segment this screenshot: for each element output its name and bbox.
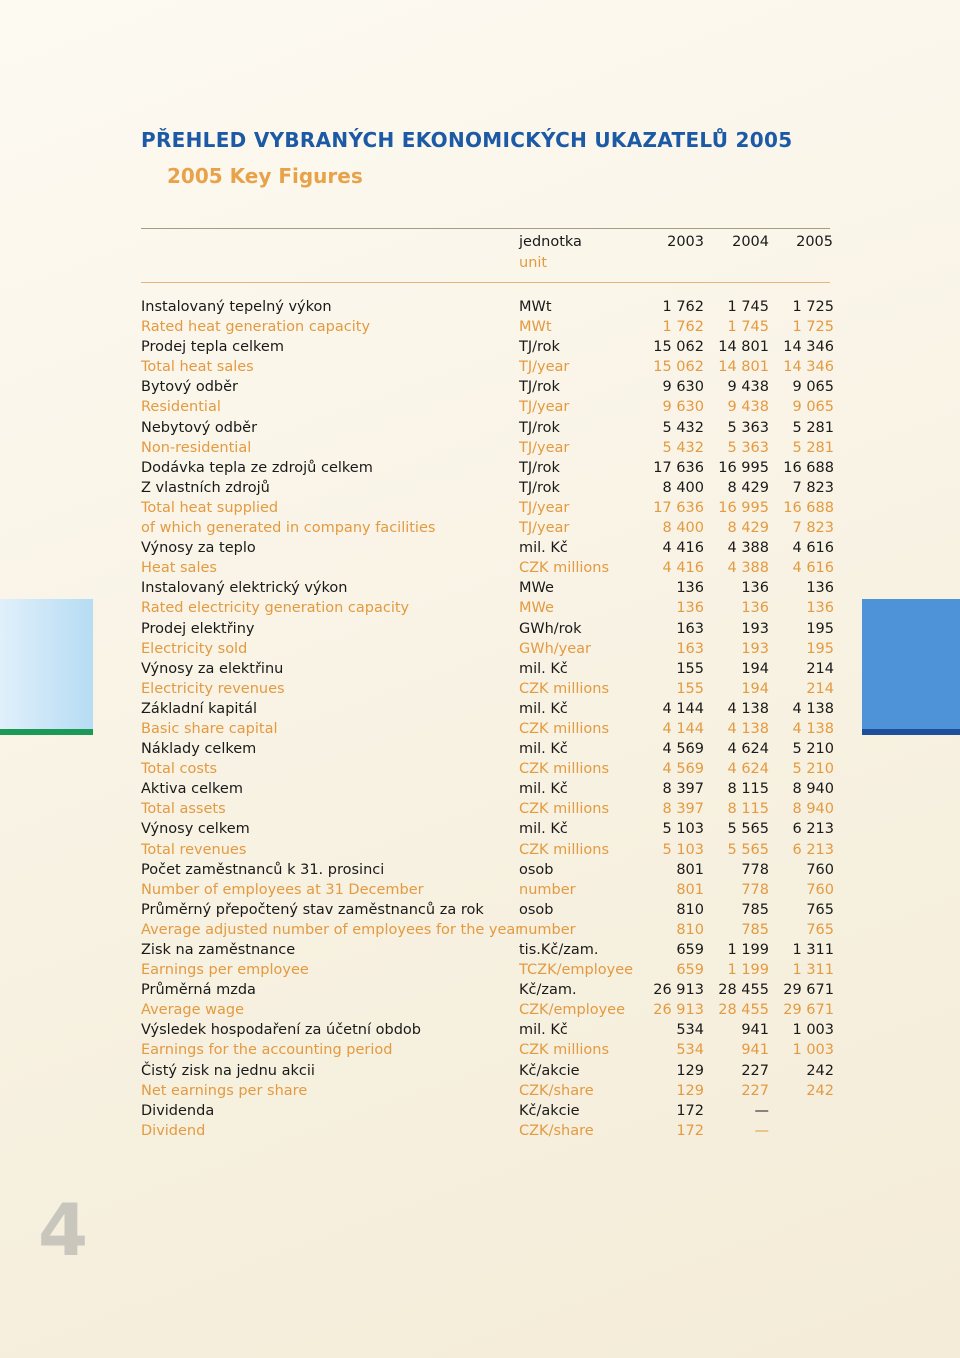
row-unit: Kč/akcie bbox=[519, 1102, 580, 1119]
value-2005: 1 003 bbox=[792, 1042, 834, 1059]
table-row bbox=[141, 578, 835, 598]
value-2004: 1 745 bbox=[727, 299, 769, 315]
value-2004: 941 bbox=[741, 1022, 769, 1039]
table-row bbox=[141, 679, 835, 699]
value-2004: 136 bbox=[741, 580, 769, 597]
value-2004: 28 455 bbox=[718, 982, 769, 999]
row-unit: GWh/year bbox=[519, 640, 591, 657]
row-label: Dividend bbox=[141, 1122, 206, 1139]
value-2005: 9 065 bbox=[792, 379, 834, 396]
value-2003: 1 762 bbox=[662, 299, 704, 315]
row-unit: mil. Kč bbox=[519, 821, 568, 838]
value-2005: 14 346 bbox=[783, 339, 834, 356]
row-unit: mil. Kč bbox=[519, 540, 568, 557]
value-2003: 9 630 bbox=[662, 379, 704, 396]
table-row bbox=[141, 980, 835, 1000]
row-unit: CZK millions bbox=[519, 720, 610, 737]
row-label: of which generated in company facilities bbox=[141, 520, 436, 537]
value-2004: — bbox=[754, 1102, 769, 1119]
row-unit: TJ/rok bbox=[519, 419, 560, 436]
table-row bbox=[141, 759, 835, 779]
row-unit: mil. Kč bbox=[519, 781, 568, 798]
row-label: Čistý zisk na jednu akcii bbox=[141, 1062, 315, 1079]
value-2004: 5 565 bbox=[727, 821, 769, 838]
value-2005: 1 311 bbox=[792, 942, 834, 958]
value-2003: 659 bbox=[676, 962, 704, 979]
row-label: Výnosy celkem bbox=[141, 821, 250, 838]
value-2003: 4 144 bbox=[662, 720, 704, 737]
row-label: Total assets bbox=[141, 801, 226, 818]
row-label: Dividenda bbox=[141, 1102, 215, 1119]
value-2003: 5 103 bbox=[662, 821, 704, 838]
value-2003: 5 103 bbox=[662, 841, 704, 858]
value-2005: 7 823 bbox=[792, 479, 834, 496]
value-2003: 26 913 bbox=[653, 1002, 704, 1019]
left-tab-stripe bbox=[0, 729, 93, 735]
value-2003: 17 636 bbox=[653, 499, 704, 516]
row-unit: MWt bbox=[519, 319, 552, 336]
table-row bbox=[141, 518, 835, 538]
row-unit: CZK millions bbox=[519, 841, 610, 858]
row-unit: MWt bbox=[519, 299, 552, 315]
table-row bbox=[141, 377, 835, 397]
table-row bbox=[141, 1101, 835, 1121]
value-2004: 1 745 bbox=[727, 319, 769, 336]
unit-header-en: unit bbox=[519, 255, 548, 271]
value-2004: 9 438 bbox=[727, 379, 769, 396]
value-2003: 136 bbox=[676, 600, 704, 617]
value-2005: 8 940 bbox=[792, 781, 834, 798]
row-unit: TJ/rok bbox=[519, 379, 560, 396]
row-label: Average wage bbox=[141, 1002, 245, 1019]
key-figures-table bbox=[141, 297, 835, 1141]
value-2005: 29 671 bbox=[783, 982, 834, 999]
row-unit: TJ/rok bbox=[519, 459, 560, 476]
value-2004: 8 115 bbox=[727, 801, 769, 818]
header-bottom-rule bbox=[141, 282, 830, 283]
value-2003: 5 432 bbox=[662, 439, 704, 456]
value-2005: 4 138 bbox=[792, 720, 834, 737]
row-unit: osob bbox=[519, 901, 554, 918]
row-label: Bytový odběr bbox=[141, 379, 239, 396]
row-unit: TJ/year bbox=[519, 399, 570, 416]
page-subtitle: 2005 Key Figures bbox=[167, 164, 363, 188]
row-unit: mil. Kč bbox=[519, 660, 568, 677]
value-2005: 4 616 bbox=[792, 540, 834, 557]
table-row bbox=[141, 598, 835, 618]
value-2005: 16 688 bbox=[783, 459, 834, 476]
table-row bbox=[141, 699, 835, 719]
row-label: Instalovaný tepelný výkon bbox=[141, 299, 332, 315]
row-unit: TCZK/employee bbox=[519, 962, 634, 979]
value-2003: 129 bbox=[676, 1082, 704, 1099]
row-unit: mil. Kč bbox=[519, 1022, 568, 1039]
table-row bbox=[141, 478, 835, 498]
value-2004: 5 565 bbox=[727, 841, 769, 858]
value-2005 bbox=[769, 1101, 834, 1121]
value-2004: 1 199 bbox=[727, 962, 769, 979]
value-2005: 136 bbox=[806, 580, 834, 597]
row-unit: CZK millions bbox=[519, 560, 610, 577]
value-2004: 4 138 bbox=[727, 720, 769, 737]
value-2003: 155 bbox=[676, 660, 704, 677]
value-2003: 26 913 bbox=[653, 982, 704, 999]
table-row bbox=[141, 920, 835, 940]
row-label: Total heat sales bbox=[141, 359, 254, 376]
value-2004: 16 995 bbox=[718, 459, 769, 476]
row-label: Total revenues bbox=[141, 841, 247, 858]
table-row bbox=[141, 960, 835, 980]
row-label: Z vlastních zdrojů bbox=[141, 479, 270, 496]
row-unit: CZK millions bbox=[519, 680, 610, 697]
row-unit: TJ/year bbox=[519, 520, 570, 537]
table-row bbox=[141, 1061, 835, 1081]
value-2004: 778 bbox=[741, 881, 769, 898]
left-side-tab bbox=[0, 599, 93, 735]
value-2004: 5 363 bbox=[727, 439, 769, 456]
page-title: PŘEHLED VYBRANÝCH EKONOMICKÝCH UKAZATELŮ 2005 bbox=[141, 128, 793, 152]
row-label: Průměrný přepočtený stav zaměstnanců za rok bbox=[141, 901, 484, 918]
row-label: Heat sales bbox=[141, 560, 217, 577]
value-2003: 9 630 bbox=[662, 399, 704, 416]
value-2005: 214 bbox=[806, 660, 834, 677]
value-2004: 193 bbox=[741, 640, 769, 657]
row-label: Rated electricity generation capacity bbox=[141, 600, 410, 617]
year-header-2005: 2005 bbox=[796, 234, 833, 250]
value-2004: 28 455 bbox=[718, 1002, 769, 1019]
row-label: Net earnings per share bbox=[141, 1082, 308, 1099]
table-row bbox=[141, 900, 835, 920]
value-2005: 242 bbox=[806, 1062, 834, 1079]
value-2005: 5 210 bbox=[792, 741, 834, 758]
value-2004: 9 438 bbox=[727, 399, 769, 416]
row-unit: CZK/employee bbox=[519, 1002, 626, 1019]
row-label: Non-residential bbox=[141, 439, 252, 456]
value-2005: 760 bbox=[806, 881, 834, 898]
row-label: Výnosy za teplo bbox=[141, 540, 256, 557]
year-header-2003: 2003 bbox=[667, 234, 704, 250]
row-unit: CZK/share bbox=[519, 1122, 594, 1139]
value-2005: 7 823 bbox=[792, 520, 834, 537]
row-label: Instalovaný elektrický výkon bbox=[141, 580, 348, 597]
value-2005: 760 bbox=[806, 861, 834, 878]
value-2005: 765 bbox=[806, 901, 834, 918]
value-2005 bbox=[769, 1121, 834, 1141]
value-2003: 163 bbox=[676, 620, 704, 637]
row-unit: TJ/year bbox=[519, 439, 570, 456]
row-unit: osob bbox=[519, 861, 554, 878]
value-2003: 810 bbox=[676, 901, 704, 918]
table-row bbox=[141, 297, 835, 317]
value-2005: 4 138 bbox=[792, 700, 834, 717]
value-2005: 136 bbox=[806, 600, 834, 617]
value-2003: 810 bbox=[676, 921, 704, 938]
row-unit: mil. Kč bbox=[519, 700, 568, 717]
row-label: Náklady celkem bbox=[141, 741, 257, 758]
value-2003: 129 bbox=[676, 1062, 704, 1079]
row-label: Rated heat generation capacity bbox=[141, 319, 371, 336]
value-2005: 4 616 bbox=[792, 560, 834, 577]
table-row bbox=[141, 799, 835, 819]
value-2005: 1 311 bbox=[792, 962, 834, 979]
row-label: Aktiva celkem bbox=[141, 781, 243, 798]
row-label: Total heat supplied bbox=[141, 499, 279, 516]
value-2003: 15 062 bbox=[653, 359, 704, 376]
table-row bbox=[141, 317, 835, 337]
value-2003: 801 bbox=[676, 861, 704, 878]
value-2004: 136 bbox=[741, 600, 769, 617]
table-row bbox=[141, 458, 835, 478]
value-2005: 29 671 bbox=[783, 1002, 834, 1019]
row-label: Výnosy za elektřinu bbox=[141, 660, 284, 677]
value-2005: 6 213 bbox=[792, 821, 834, 838]
value-2003: 172 bbox=[676, 1122, 704, 1139]
table-row bbox=[141, 1121, 835, 1141]
value-2004: 8 115 bbox=[727, 781, 769, 798]
row-label: Earnings per employee bbox=[141, 962, 309, 979]
right-tab-stripe bbox=[862, 729, 960, 735]
value-2003: 17 636 bbox=[653, 459, 704, 476]
table-row bbox=[141, 619, 835, 639]
value-2003: 8 400 bbox=[662, 520, 704, 537]
row-unit: CZK millions bbox=[519, 1042, 610, 1059]
table-row bbox=[141, 1040, 835, 1060]
row-label: Dodávka tepla ze zdrojů celkem bbox=[141, 459, 373, 476]
row-unit: MWe bbox=[519, 580, 554, 597]
value-2005: 765 bbox=[806, 921, 834, 938]
value-2005: 1 725 bbox=[792, 319, 834, 336]
table-row bbox=[141, 1081, 835, 1101]
right-side-tab bbox=[862, 599, 960, 735]
row-label: Electricity sold bbox=[141, 640, 248, 657]
value-2003: 4 569 bbox=[662, 741, 704, 758]
table-row bbox=[141, 498, 835, 518]
row-label: Total costs bbox=[141, 761, 218, 778]
value-2004: 1 199 bbox=[727, 942, 769, 958]
table-row bbox=[141, 719, 835, 739]
table-row bbox=[141, 639, 835, 659]
value-2003: 534 bbox=[676, 1042, 704, 1059]
value-2003: 155 bbox=[676, 680, 704, 697]
row-unit: GWh/rok bbox=[519, 620, 582, 637]
value-2005: 195 bbox=[806, 640, 834, 657]
table-row bbox=[141, 418, 835, 438]
value-2003: 534 bbox=[676, 1022, 704, 1039]
value-2005: 9 065 bbox=[792, 399, 834, 416]
table-row bbox=[141, 1000, 835, 1020]
value-2004: 8 429 bbox=[727, 479, 769, 496]
value-2004: 14 801 bbox=[718, 339, 769, 356]
table-row bbox=[141, 538, 835, 558]
row-unit: TJ/rok bbox=[519, 479, 560, 496]
table-row bbox=[141, 819, 835, 839]
row-unit: tis.Kč/zam. bbox=[519, 942, 599, 958]
value-2005: 214 bbox=[806, 680, 834, 697]
row-label: Prodej elektřiny bbox=[141, 620, 255, 637]
row-label: Počet zaměstnanců k 31. prosinci bbox=[141, 861, 385, 878]
value-2005: 6 213 bbox=[792, 841, 834, 858]
value-2004: 4 388 bbox=[727, 560, 769, 577]
value-2005: 1 003 bbox=[792, 1022, 834, 1039]
value-2003: 4 416 bbox=[662, 560, 704, 577]
row-label: Výsledek hospodaření za účetní obdob bbox=[141, 1022, 421, 1039]
row-label: Nebytový odběr bbox=[141, 419, 258, 436]
header-top-rule bbox=[141, 228, 830, 229]
year-header-2004: 2004 bbox=[732, 234, 769, 250]
value-2004: 778 bbox=[741, 861, 769, 878]
table-row bbox=[141, 397, 835, 417]
value-2003: 1 762 bbox=[662, 319, 704, 336]
row-unit: Kč/zam. bbox=[519, 982, 577, 999]
table-row bbox=[141, 779, 835, 799]
value-2003: 15 062 bbox=[653, 339, 704, 356]
value-2004: 227 bbox=[741, 1062, 769, 1079]
table-row bbox=[141, 438, 835, 458]
table-row bbox=[141, 337, 835, 357]
row-unit: TJ/rok bbox=[519, 339, 560, 356]
value-2005: 195 bbox=[806, 620, 834, 637]
row-label: Basic share capital bbox=[141, 720, 278, 737]
value-2003: 4 569 bbox=[662, 761, 704, 778]
value-2004: 4 388 bbox=[727, 540, 769, 557]
value-2004: 194 bbox=[741, 660, 769, 677]
table-row bbox=[141, 357, 835, 377]
row-label: Electricity revenues bbox=[141, 680, 285, 697]
value-2005: 5 281 bbox=[792, 419, 834, 436]
table-row bbox=[141, 739, 835, 759]
value-2003: 4 416 bbox=[662, 540, 704, 557]
value-2003: 5 432 bbox=[662, 419, 704, 436]
table-row bbox=[141, 840, 835, 860]
row-unit: CZK millions bbox=[519, 801, 610, 818]
row-label: Residential bbox=[141, 399, 221, 416]
value-2004: 194 bbox=[741, 680, 769, 697]
unit-header-cz: jednotka bbox=[519, 234, 582, 250]
value-2004: 4 138 bbox=[727, 700, 769, 717]
value-2004: 941 bbox=[741, 1042, 769, 1059]
value-2004: 4 624 bbox=[727, 741, 769, 758]
row-label: Základní kapitál bbox=[141, 700, 258, 717]
value-2003: 136 bbox=[676, 580, 704, 597]
value-2003: 8 400 bbox=[662, 479, 704, 496]
value-2005: 1 725 bbox=[792, 299, 834, 315]
row-unit: Kč/akcie bbox=[519, 1062, 580, 1079]
row-label: Průměrná mzda bbox=[141, 982, 256, 999]
value-2005: 8 940 bbox=[792, 801, 834, 818]
row-label: Number of employees at 31 December bbox=[141, 881, 424, 898]
row-unit: TJ/year bbox=[519, 359, 570, 376]
value-2003: 8 397 bbox=[662, 801, 704, 818]
value-2004: — bbox=[754, 1122, 769, 1139]
value-2003: 163 bbox=[676, 640, 704, 657]
row-label: Zisk na zaměstnance bbox=[141, 942, 296, 958]
value-2004: 227 bbox=[741, 1082, 769, 1099]
value-2004: 5 363 bbox=[727, 419, 769, 436]
row-unit: number bbox=[519, 921, 576, 938]
row-label: Earnings for the accounting period bbox=[141, 1042, 393, 1059]
value-2003: 172 bbox=[676, 1102, 704, 1119]
value-2005: 5 210 bbox=[792, 761, 834, 778]
value-2004: 4 624 bbox=[727, 761, 769, 778]
page-number: 4 bbox=[38, 1188, 89, 1272]
table-row bbox=[141, 940, 835, 960]
table-row bbox=[141, 1020, 835, 1040]
value-2005: 5 281 bbox=[792, 439, 834, 456]
value-2003: 659 bbox=[676, 942, 704, 958]
row-unit: mil. Kč bbox=[519, 741, 568, 758]
value-2003: 4 144 bbox=[662, 700, 704, 717]
row-unit: CZK millions bbox=[519, 761, 610, 778]
row-unit: CZK/share bbox=[519, 1082, 594, 1099]
value-2004: 193 bbox=[741, 620, 769, 637]
value-2003: 801 bbox=[676, 881, 704, 898]
row-label: Average adjusted number of employees for the year bbox=[141, 921, 522, 938]
value-2003: 8 397 bbox=[662, 781, 704, 798]
value-2004: 785 bbox=[741, 921, 769, 938]
row-unit: number bbox=[519, 881, 576, 898]
value-2004: 785 bbox=[741, 901, 769, 918]
table-row bbox=[141, 880, 835, 900]
value-2004: 16 995 bbox=[718, 499, 769, 516]
value-2005: 16 688 bbox=[783, 499, 834, 516]
value-2005: 242 bbox=[806, 1082, 834, 1099]
table-row bbox=[141, 558, 835, 578]
row-label: Prodej tepla celkem bbox=[141, 339, 284, 356]
table-row bbox=[141, 860, 835, 880]
table-row bbox=[141, 659, 835, 679]
row-unit: MWe bbox=[519, 600, 554, 617]
value-2004: 8 429 bbox=[727, 520, 769, 537]
value-2005: 14 346 bbox=[783, 359, 834, 376]
row-unit: TJ/year bbox=[519, 499, 570, 516]
value-2004: 14 801 bbox=[718, 359, 769, 376]
